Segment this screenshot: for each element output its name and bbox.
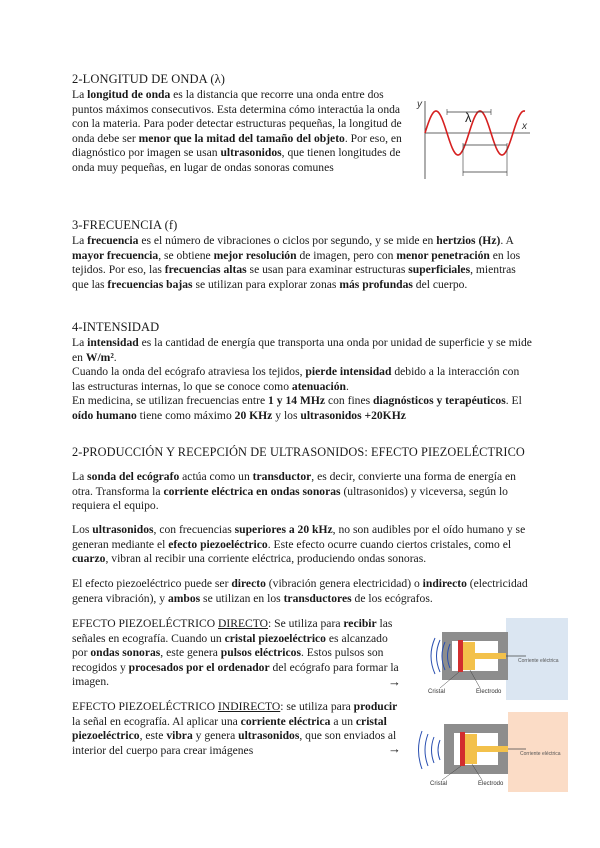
paragraph-intensity: La intensidad es la cantidad de energía que transporta una onda por unidad de superficie y se mide en W/m². Cuando la onda del ecógrafo atraviesa los tejidos, pierde intensidad debido a la interacción con las estructuras internas, lo que se conoce como atenuación. En medicina, se utilizan frecuencias entre 1 y 14 MHz con fines diagnósticos y terapéuticos. El oído humano tiene como máximo 20 KHz y los ultrasonidos +20KHz xyxy=(72,336,532,422)
direct-effect-diagram xyxy=(414,618,568,700)
axis-y-label: y xyxy=(417,99,422,110)
current-label: Corriente eléctrica xyxy=(520,751,561,757)
arrow-right-icon: → xyxy=(388,674,401,689)
crystal-label: Cristal xyxy=(428,689,446,695)
heading-wavelength: 2-LONGITUD DE ONDA (λ) xyxy=(72,72,226,86)
paragraph-direct-effect: EFECTO PIEZOELÉCTRICO DIRECTO: Se utiliza para recibir las señales en ecografía. Cuando un cristal piezoeléctrico es alcanzado por ondas sonoras, este genera pulsos eléctricos. Estos pulsos son recogidos y procesados por el ordenador del ecógrafo para formar la imagen. xyxy=(72,617,399,689)
crystal-element xyxy=(458,640,463,672)
paragraph-wavelength: La longitud de onda es la distancia que recorre una onda entre dos puntos máximos consecutivos. Esta determina cómo interactúa la onda con la materia. Para poder detectar estructuras pequeñas, la longitud de onda debe ser menor que la mitad del tamaño del objeto. Por eso, en diagnóstico por imagen se usan ultrasonidos, que tienen longitudes de onda muy pequeñas, en lugar de ondas sonoras comunes xyxy=(72,88,402,174)
paragraph-indirect-effect: EFECTO PIEZOELÉCTRICO INDIRECTO: se utiliza para producir la señal en ecografía. Al aplicar una corriente eléctrica a un cristal piezoeléctrico, este vibra y genera ultrasonidos, que son enviados al interior del cuerpo para crear imágenes xyxy=(72,700,398,757)
electrode-element xyxy=(463,642,475,670)
arrow-right-icon: → xyxy=(388,741,401,756)
crystal-element xyxy=(460,732,465,766)
axis-x-label: x xyxy=(522,121,527,132)
heading-intensity: 4-INTENSIDAD xyxy=(72,320,160,334)
electrode-element xyxy=(465,734,477,764)
paragraph-transducer: La sonda del ecógrafo actúa como un transductor, es decir, convierte una forma de energía en otra. Transforma la corriente eléctrica en ondas sonoras (ultrasonidos) y viceversa, según lo requiera el equipo. xyxy=(72,470,516,513)
heading-piezo: 2-PRODUCCIÓN Y RECEPCIÓN DE ULTRASONIDOS: EFECTO PIEZOELÉCTRICO xyxy=(72,445,525,459)
crystal-label: Cristal xyxy=(430,781,448,787)
indirect-effect-diagram xyxy=(414,712,568,792)
wavelength-diagram xyxy=(415,93,533,181)
lambda-label: λ xyxy=(465,110,472,125)
paragraph-piezo-types: El efecto piezoeléctrico puede ser directo (vibración genera electricidad) o indirecto (electricidad genera vibración), y ambos se utilizan en los transductores de los ecógrafos. xyxy=(72,577,528,605)
electrode-label: Electrodo xyxy=(476,689,502,695)
current-label: Corriente eléctrica xyxy=(518,658,559,664)
paragraph-ultrasound: Los ultrasonidos, con frecuencias superiores a 20 kHz, no son audibles por el oído humano y se generan mediante el efecto piezoeléctrico. Este efecto ocurre cuando ciertos cristales, como el cuarzo, vibran al recibir una corriente eléctrica, produciendo ondas sonoras. xyxy=(72,523,526,566)
heading-frequency: 3-FRECUENCIA (f) xyxy=(72,218,178,232)
electrode-label: Electrodo xyxy=(478,781,504,787)
paragraph-frequency: La frecuencia es el número de vibraciones o ciclos por segundo, y se mide en hertzios (Hz). A mayor frecuencia, se obtiene mejor resolución de imagen, pero con menor penetración en los tejidos. Por eso, las frecuencias altas se usan para examinar estructuras superficiales, mientras que las frecuencias bajas se utilizan para explorar zonas más profundas del cuerpo. xyxy=(72,234,521,291)
